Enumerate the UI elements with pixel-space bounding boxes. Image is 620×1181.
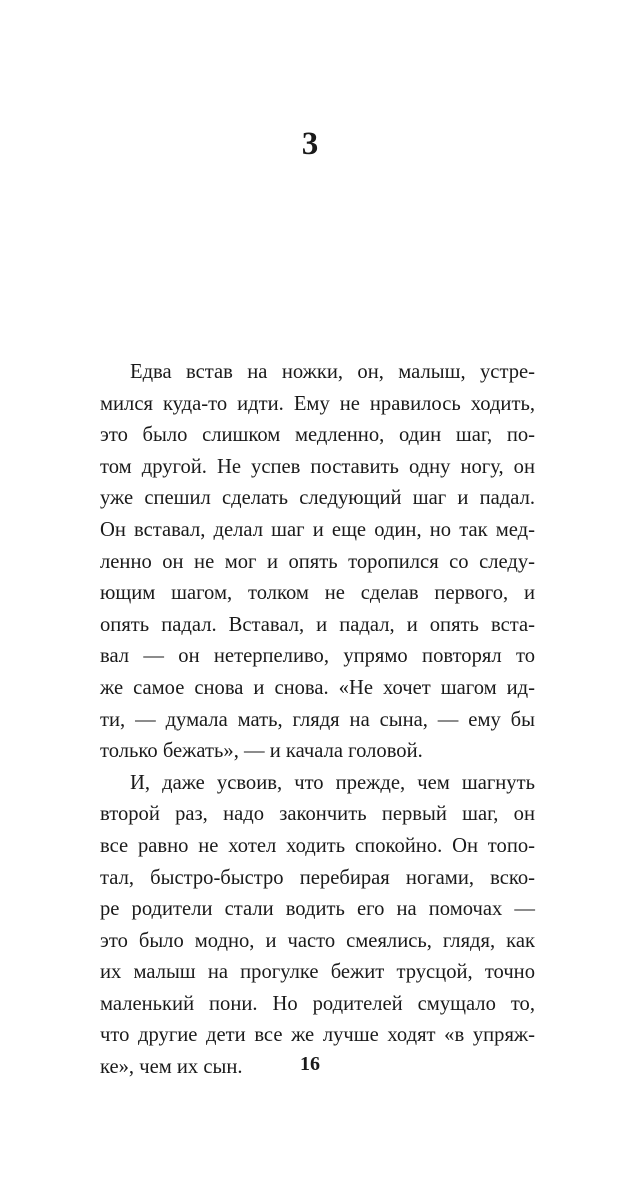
text-line: ленно он не мог и опять торопился со следу-: [100, 550, 535, 573]
text-line: том другой. Не успев поставить одну ногу, он: [100, 455, 535, 478]
text-line: уже спешил сделать следующий шаг и падал.: [100, 487, 535, 510]
text-line: мился куда-то идти. Ему не нравилось ходить,: [100, 392, 535, 415]
text-line: ре родители стали водить его на помочах —: [100, 898, 535, 921]
text-line: ти, — думала мать, глядя на сына, — ему бы: [100, 708, 535, 731]
text-line: вал — он нетерпеливо, упрямо повторял то: [100, 645, 535, 668]
text-line: тал, быстро-быстро перебирая ногами, вско-: [100, 866, 535, 889]
text-line: маленький пони. Но родителей смущало то,: [100, 992, 535, 1015]
text-line: это было слишком медленно, один шаг, по-: [100, 424, 535, 447]
text-line: опять падал. Вставал, и падал, и опять вста-: [100, 613, 535, 636]
text-line: что другие дети все же лучше ходят «в упряж-: [100, 1024, 535, 1047]
page-number: 16: [300, 1053, 320, 1075]
text-line: их малыш на прогулке бежит трусцой, точно: [100, 961, 535, 984]
text-line: И, даже усвоив, что прежде, чем шагнуть: [130, 771, 535, 794]
text-line: это было модно, и часто смеялись, глядя, как: [100, 929, 535, 952]
text-line: только бежать», — и качала головой.: [100, 740, 423, 763]
paragraph-2: [100, 768, 535, 1084]
body-text: [100, 357, 535, 1084]
text-line: же самое снова и снова. «Не хочет шагом ид-: [100, 676, 535, 699]
chapter-number: 3: [301, 126, 319, 162]
text-line: Едва встав на ножки, он, малыш, устре-: [130, 361, 535, 383]
text-line: ке», чем их сын.: [100, 1056, 243, 1079]
text-line: Он вставал, делал шаг и еще один, но так мед-: [100, 518, 535, 541]
text-line: второй раз, надо закончить первый шаг, он: [100, 803, 535, 826]
text-line: все равно не хотел ходить спокойно. Он топо-: [100, 834, 535, 857]
text-line: ющим шагом, толком не сделав первого, и: [100, 582, 535, 605]
paragraph-1: [100, 357, 535, 768]
